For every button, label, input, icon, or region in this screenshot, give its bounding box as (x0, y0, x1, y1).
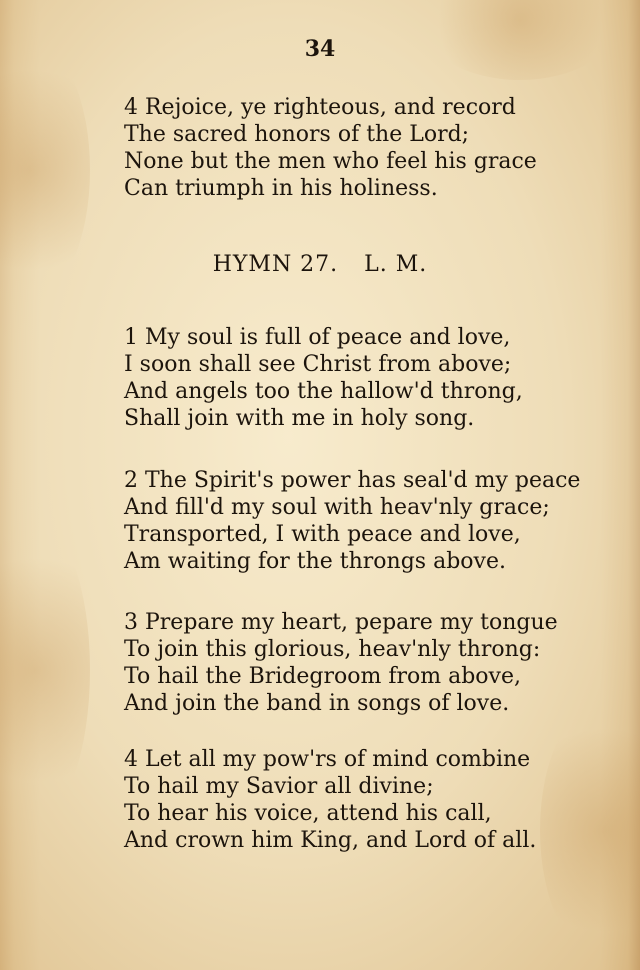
paper-stain (0, 520, 90, 820)
verse-line: I soon shall see Christ from above; (124, 352, 512, 377)
verse-line: To join this glorious, heav'nly throng: (124, 637, 541, 662)
hymn-stanza-2 (124, 467, 580, 575)
verse-line: None but the men who feel his grace (124, 149, 537, 174)
verse-line: 1 My soul is full of peace and love, (124, 325, 511, 350)
verse-line: And join the band in songs of love. (124, 691, 510, 716)
verse-line: And fill'd my soul with heav'nly grace; (124, 495, 550, 520)
hymn-title: HYMN 27. (212, 252, 339, 277)
verse-line: Can triumph in his holiness. (124, 176, 438, 201)
verse-line: 4 Let all my pow'rs of mind combine (124, 747, 531, 772)
page-number: 34 (304, 36, 336, 62)
verse-line: To hear his voice, attend his call, (124, 801, 492, 826)
paper-stain (540, 700, 640, 960)
verse-line: 4 Rejoice, ye righteous, and record (124, 95, 516, 120)
verse-line: 3 Prepare my heart, pepare my tongue (124, 610, 558, 635)
previous-hymn-verse-4 (124, 94, 537, 202)
hymn-stanza-1 (124, 324, 523, 432)
verse-line: Shall join with me in holy song. (124, 406, 475, 431)
verse-line: To hail my Savior all divine; (124, 774, 434, 799)
verse-line: To hail the Bridegroom from above, (124, 664, 521, 689)
verse-line: Transported, I with peace and love, (124, 522, 521, 547)
verse-line: 2 The Spirit's power has seal'd my peace (124, 468, 581, 493)
hymn-heading (0, 252, 640, 277)
verse-line: And crown him King, and Lord of all. (124, 828, 537, 853)
hymn-stanza-4 (124, 746, 536, 854)
verse-line: The sacred honors of the Lord; (124, 122, 470, 147)
verse-line: Am waiting for the throngs above. (124, 549, 506, 574)
hymn-stanza-3 (124, 609, 558, 717)
verse-line: And angels too the hallow'd throng, (124, 379, 523, 404)
hymn-meter: L. M. (364, 252, 428, 277)
